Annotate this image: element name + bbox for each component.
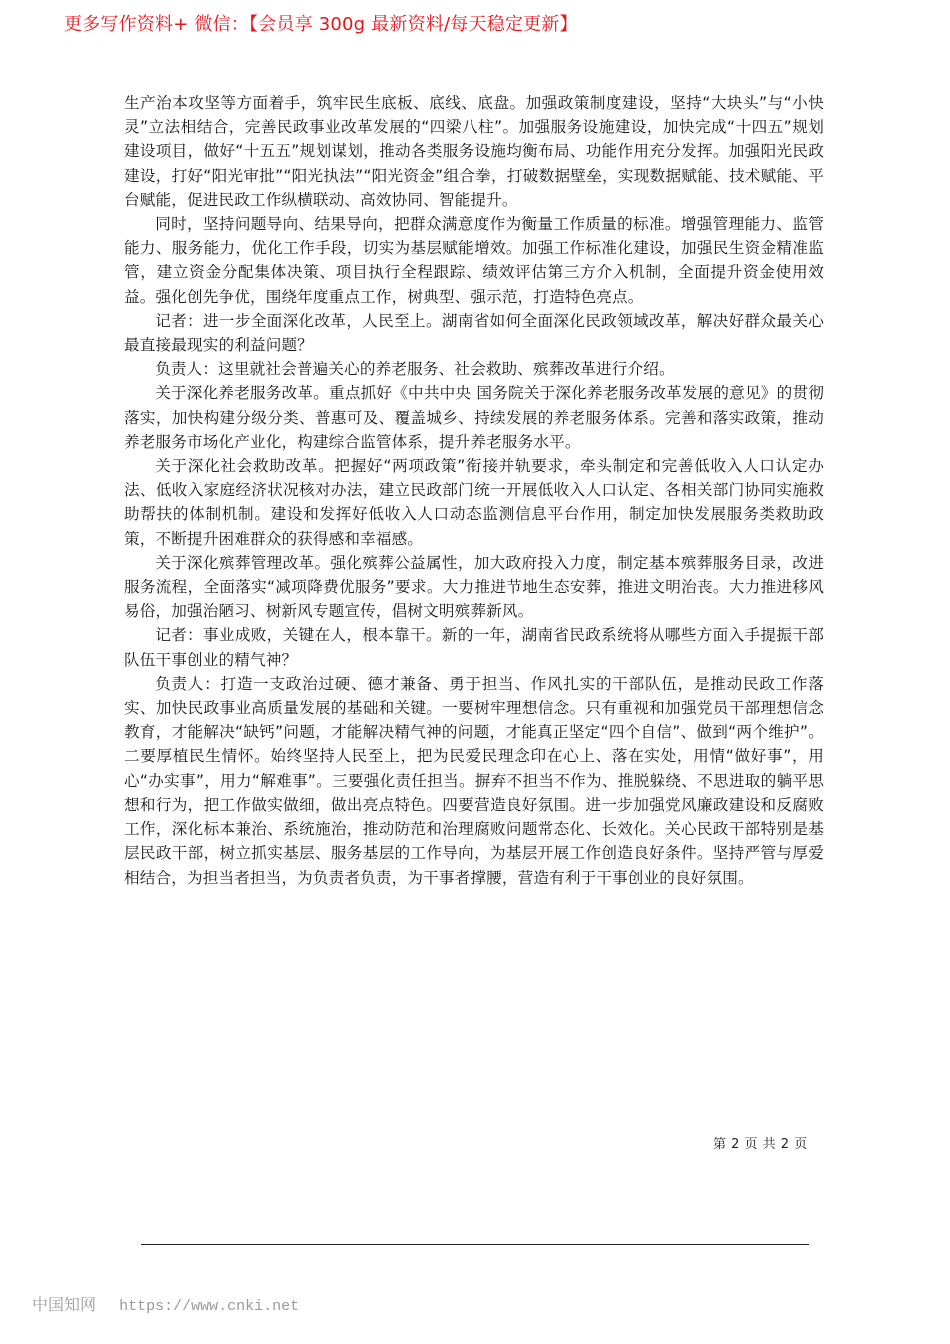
paragraph-reporter-question-reform: 记者：进一步全面深化改革，人民至上。湖南省如何全面深化民政领域改革，解决好群众最关心最直接最现实的利益问题？: [124, 311, 824, 355]
article-body: [124, 91, 824, 890]
paragraph-funeral-reform: 关于深化殡葬管理改革。强化殡葬公益属性，加大政府投入力度，制定基本殡葬服务目录，改进服务流程，全面落实“减项降费优服务”要求。大力推进节地生态安葬，推进文明治丧。大力推进移风易俗，加强治陋习、树新风专题宣传，倡树文明殡葬新风。: [124, 553, 824, 621]
footer-divider: [141, 1244, 809, 1245]
paragraph-elderly-care-reform: 关于深化养老服务改革。重点抓好《中共中央 国务院关于深化养老服务改革发展的意见》的贯彻落实，加快构建分级分类、普惠可及、覆盖城乡、持续发展的养老服务体系。完善和落实政策，推动养老服务市场化产业化，构建综合监管体系，提升养老服务水平。: [124, 384, 824, 451]
page-number: 第 2 页 共 2 页: [713, 1137, 808, 1152]
source-url: https://www.cnki.net: [119, 1298, 300, 1315]
paragraph-reporter-question-cadres: 记者：事业成败，关键在人，根本靠干。新的一年，湖南省民政系统将从哪些方面入手提振干部队伍干事创业的精气神？: [124, 626, 824, 669]
promo-banner: 更多写作资料+ 微信：【会员享 300g 最新资料/每天稳定更新】: [64, 14, 578, 35]
source-watermark: [32, 1294, 299, 1318]
paragraph-official-answer-intro: 负责人：这里就社会普遍关心的养老服务、社会救助、殡葬改革进行介绍。: [155, 360, 675, 379]
source-name: 中国知网: [32, 1295, 97, 1314]
paragraph-continuation: 生产治本攻坚等方面着手，筑牢民生底板、底线、底盘。加强政策制度建设，坚持“大块头”与“小快灵”立法相结合，完善民政事业改革发展的“四梁八柱”。加强服务设施建设，加快完成“十四五”规划建设项目，做好“十五五”规划谋划，推动各类服务设施均衡布局、功能作用充分发挥。加强阳光民政建设，打好“阳光审批”“阳光执法”“阳光资金”组合拳，打破数据壁垒，实现数据赋能、技术赋能、平台赋能，促进民政工作纵横联动、高效协同、智能提升。: [124, 94, 824, 209]
paragraph-official-answer-cadres: 负责人：打造一支政治过硬、德才兼备、勇于担当、作风扎实的干部队伍，是推动民政工作落实、加快民政事业高质量发展的基础和关键。一要树牢理想信念。只有重视和加强党员干部理想信念教育，才能解决“缺钙”问题，才能解决精气神的问题，才能真正坚定“四个自信”、做到“两个维护”。二要厚植民生情怀。始终坚持人民至上，把为民爱民理念印在心上、落在实处，用情“做好事”，用心“办实事”，用力“解难事”。三要强化责任担当。摒弃不担当不作为、推脱躲绕、不思进取的躺平思想和行为，把工作做实做细，做出亮点特色。四要营造良好氛围。进一步加强党风廉政建设和反腐败工作，深化标本兼治、系统施治，推动防范和治理腐败问题常态化、长效化。关心民政干部特别是基层民政干部，树立抓实基层、服务基层的工作导向，为基层开展工作创造良好条件。坚持严管与厚爱相结合，为担当者担当，为负责者负责，为干事者撑腰，营造有利于干事创业的良好氛围。: [124, 674, 824, 887]
paragraph-problem-orientation: 同时，坚持问题导向、结果导向，把群众满意度作为衡量工作质量的标准。增强管理能力、监管能力、服务能力，优化工作手段，切实为基层赋能增效。加强工作标准化建设，加强民生资金精准监管，建立资金分配集体决策、项目执行全程跟踪、绩效评估第三方介入机制，全面提升资金使用效益。强化创先争优，围绕年度重点工作，树典型、强示范，打造特色亮点。: [124, 215, 824, 306]
paragraph-social-assistance-reform: 关于深化社会救助改革。把握好“两项政策”衔接并轨要求，牵头制定和完善低收入人口认定办法、低收入家庭经济状况核对办法，建立民政部门统一开展低收入人口认定、各相关部门协同实施救助帮扶的体制机制。建设和发挥好低收入人口动态监测信息平台作用，制定加快发展服务类救助政策，不断提升困难群众的获得感和幸福感。: [124, 457, 824, 548]
